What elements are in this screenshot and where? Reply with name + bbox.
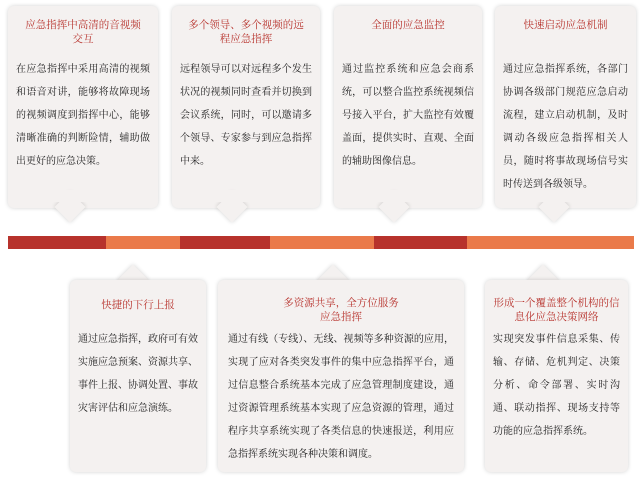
card-body: 在应急指挥中采用高清的视频和语音对讲，能够将故障现场的视频调度到指挥中心，能够清晰准确的判断险情，辅助做出更好的应急决策。 bbox=[16, 64, 150, 167]
band-segment-dark bbox=[374, 236, 467, 249]
card-title: 快捷的下行上报 bbox=[101, 299, 175, 311]
card-rapid-response bbox=[495, 6, 636, 208]
band-segment-orange bbox=[270, 236, 374, 249]
card-remote-command bbox=[172, 6, 320, 208]
card-body: 通过监控系统和应急会商系统，可以整合监控系统视频信号接入平台，扩大监控有效覆盖面，提供实时、直观、全面的辅助图像信息。 bbox=[342, 64, 474, 167]
band-segment-dark bbox=[8, 236, 106, 249]
card-title: 多个领导、多个视频的远程应急指挥 bbox=[188, 19, 304, 45]
card-decision-network bbox=[485, 280, 628, 472]
card-title: 全面的应急监控 bbox=[371, 19, 445, 31]
card-body: 通过应急指挥系统，各部门协调各级部门规范应急启动流程，建立启动机制，及时调动各级应急指挥相关人员，随时将事故现场信号实时传送到各级领导。 bbox=[503, 64, 628, 190]
card-body: 通过应急指挥，政府可有效实施应急预案、资源共享、事件上报、协调处置、事故灾害评估和应急演练。 bbox=[78, 334, 198, 414]
band-segment-dark bbox=[180, 236, 270, 249]
card-body: 通过有线（专线）、无线、视频等多种资源的应用，实现了应对各类突发事件的集中应急指挥平台，通过信息整合系统基本完成了应急管理制度建设，通过资源管理系统基本实现了应急资源的管理，通过程序共享系统实现了各类信息的快速报送，利用应急指挥系统实现各种决策和调度。 bbox=[228, 334, 454, 460]
card-title: 快速启动应急机制 bbox=[523, 19, 608, 31]
card-title: 应急指挥中高清的音视频交互 bbox=[25, 19, 141, 45]
card-fast-reporting bbox=[70, 280, 206, 472]
card-body: 远程领导可以对远程多个发生状况的视频同时查看并切换到会议系统，同时，可以邀请多个领导、专家参与到应急指挥中来。 bbox=[180, 64, 312, 167]
card-resource-sharing bbox=[218, 280, 464, 472]
card-hd-av-interaction bbox=[8, 6, 158, 208]
band-segment-orange bbox=[106, 236, 180, 249]
card-title: 形成一个覆盖整个机构的信息化应急决策网络 bbox=[493, 297, 620, 323]
card-full-monitoring bbox=[334, 6, 482, 208]
card-body: 实现突发事件信息采集、传输、存储、危机判定、决策分析、命令部署、实时沟通、联动指挥、现场支持等功能的应急指挥系统。 bbox=[493, 334, 620, 437]
card-title: 多资源共享，全方位服务应急指挥 bbox=[283, 297, 399, 323]
band-segment-orange bbox=[467, 236, 634, 249]
